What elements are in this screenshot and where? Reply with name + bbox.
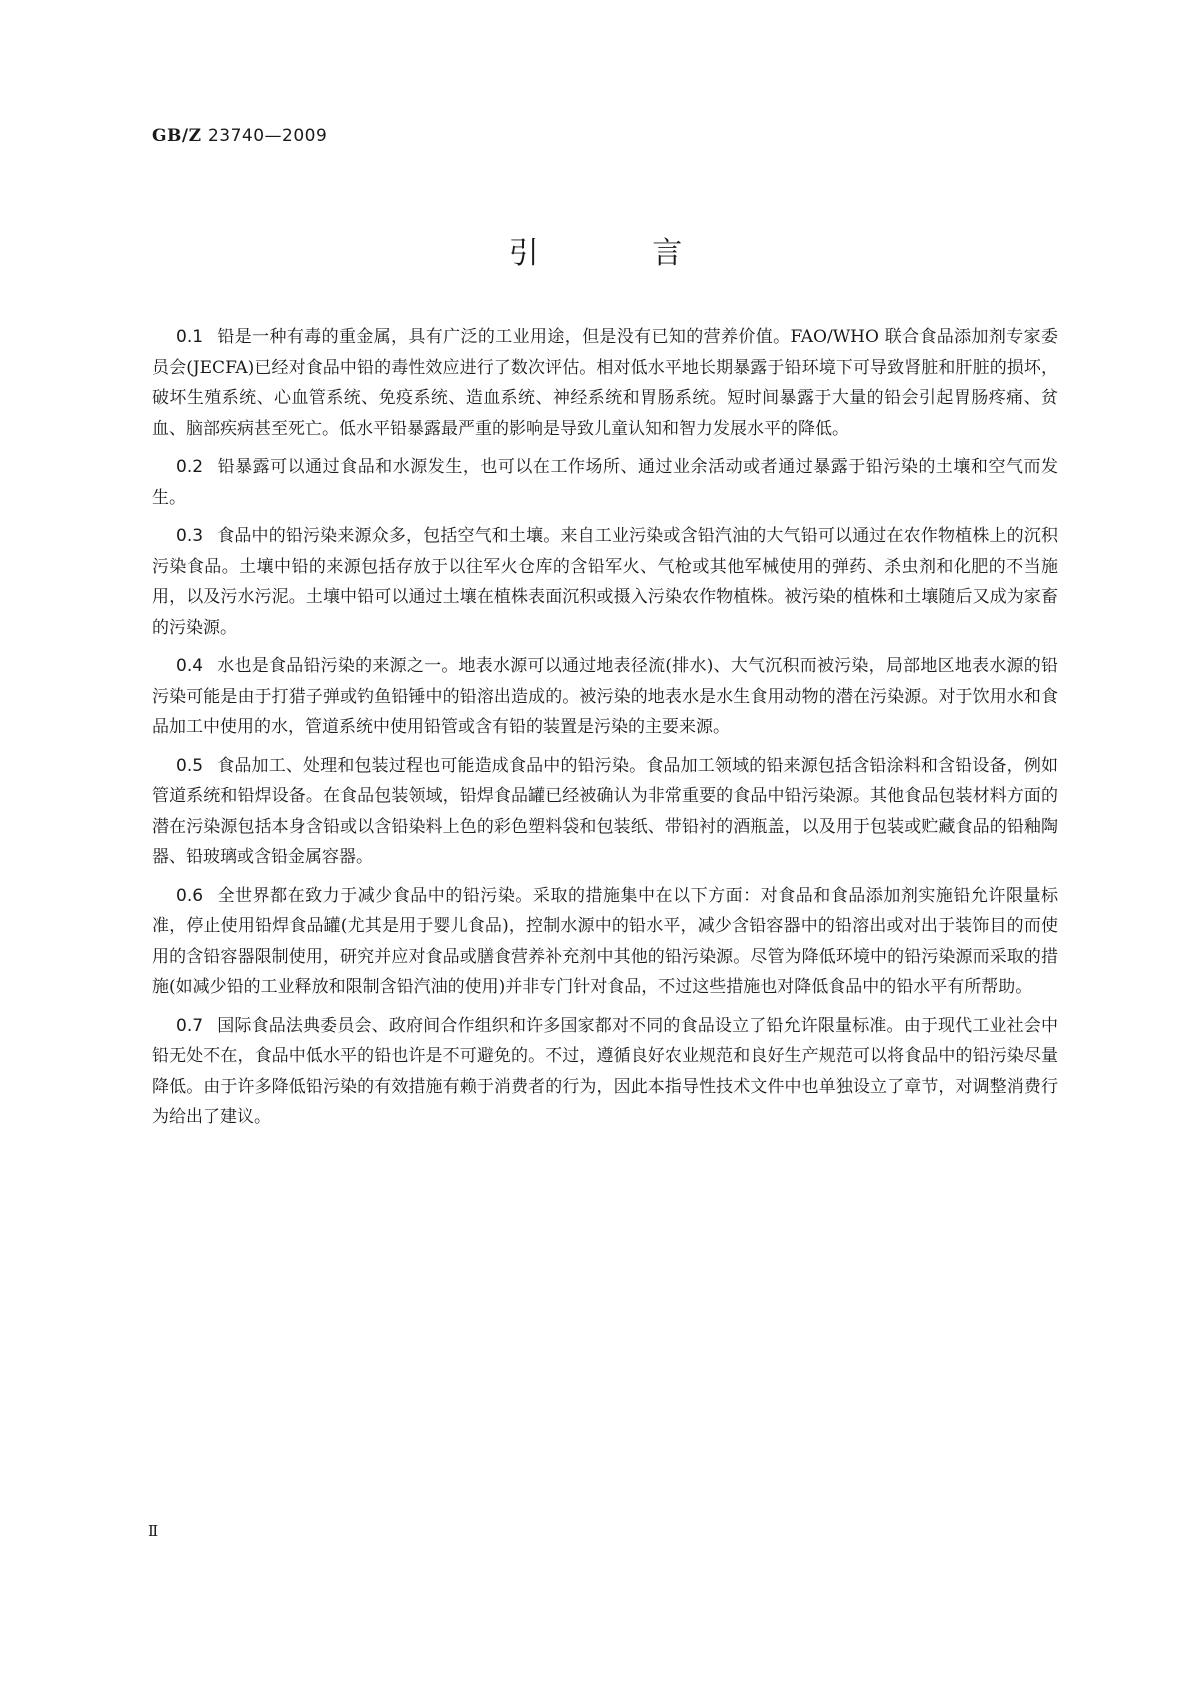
section-number: 0.3 [176, 526, 204, 546]
section-number: 0.7 [176, 1015, 204, 1036]
paragraph-0-3 [152, 521, 1058, 643]
standard-prefix: GB/Z [152, 126, 202, 146]
paragraph-0-6 [152, 881, 1058, 1003]
section-number: 0.5 [176, 755, 204, 776]
section-number: 0.6 [176, 885, 204, 906]
section-number: 0.2 [176, 457, 204, 477]
paragraph-text: 铅暴露可以通过食品和水源发生，也可以在工作场所、通过业余活动或者通过暴露于铅污染的土壤和空气而发生。 [152, 457, 1058, 508]
standard-number [152, 126, 327, 146]
document-body [152, 322, 1058, 1141]
page-title: 引 言 [508, 236, 735, 271]
paragraph-text: 食品中的铅污染来源众多，包括空气和土壤。来自工业污染或含铅汽油的大气铅可以通过在农作物植株上的沉积污染食品。土壤中铅的来源包括存放于以往军火仓库的含铅军火、气枪或其他军械使用的弹药、杀虫剂和化肥的不当施用，以及污水污泥。土壤中铅可以通过土壤在植株表面沉积或摄入污染农作物植株。被污染的植株和土壤随后又成为家畜的污染源。 [152, 526, 1058, 638]
standard-code: 23740—2009 [207, 126, 328, 146]
section-number: 0.1 [176, 327, 204, 347]
paragraph-text: 铅是一种有毒的重金属，具有广泛的工业用途，但是没有已知的营养价值。FAO/WHO 联合食品添加剂专家委员会(JECFA)已经对食品中铅的毒性效应进行了数次评估。相对低水平地长期暴露于铅环境下可导致肾脏和肝脏的损坏，破坏生殖系统、心血管系统、免疫系统、造血系统、神经系统和胃肠系统。短时间暴露于大量的铅会引起胃肠疼痛、贫血、脑部疾病甚至死亡。低水平铅暴露最严重的影响是导致儿童认知和智力发展水平的降低。 [152, 327, 1058, 439]
paragraph-text: 全世界都在致力于减少食品中的铅污染。采取的措施集中在以下方面：对食品和食品添加剂实施铅允许限量标准，停止使用铅焊食品罐(尤其是用于婴儿食品)，控制水源中的铅水平，减少含铅容器中的铅溶出或对出于装饰目的而使用的含铅容器限制使用，研究并应对食品或膳食营养补充剂中其他的铅污染源。尽管为降低环境中的铅污染源而采取的措施(如减少铅的工业释放和限制含铅汽油的使用)并非专门针对食品，不过这些措施也对降低食品中的铅水平有所帮助。 [152, 885, 1058, 997]
section-number: 0.4 [176, 656, 204, 676]
paragraph-text: 食品加工、处理和包装过程也可能造成食品中的铅污染。食品加工领域的铅来源包括含铅涂料和含铅设备，例如管道系统和铅焊设备。在食品包装领域，铅焊食品罐已经被确认为非常重要的食品中铅污染源。其他食品包装材料方面的潜在污染源包括本身含铅或以含铅染料上色的彩色塑料袋和包装纸、带铅衬的酒瓶盖，以及用于包装或贮藏食品的铅釉陶器、铅玻璃或含铅金属容器。 [152, 755, 1058, 867]
paragraph-0-2 [152, 452, 1058, 513]
paragraph-0-4 [152, 651, 1058, 743]
paragraph-0-1 [152, 322, 1058, 444]
page-number: Ⅱ [148, 1522, 159, 1540]
paragraph-0-5 [152, 751, 1058, 873]
paragraph-text: 水也是食品铅污染的来源之一。地表水源可以通过地表径流(排水)、大气沉积而被污染，局部地区地表水源的铅污染可能是由于打猎子弹或钓鱼铅锤中的铅溶出造成的。被污染的地表水是水生食用动物的潜在污染源。对于饮用水和食品加工中使用的水，管道系统中使用铅管或含有铅的装置是污染的主要来源。 [152, 656, 1058, 737]
paragraph-0-7 [152, 1011, 1058, 1133]
paragraph-text: 国际食品法典委员会、政府间合作组织和许多国家都对不同的食品设立了铅允许限量标准。由于现代工业社会中铅无处不在，食品中低水平的铅也许是不可避免的。不过，遵循良好农业规范和良好生产规范可以将食品中的铅污染尽量降低。由于许多降低铅污染的有效措施有赖于消费者的行为，因此本指导性技术文件中也单独设立了章节，对调整消费行为给出了建议。 [152, 1015, 1058, 1127]
